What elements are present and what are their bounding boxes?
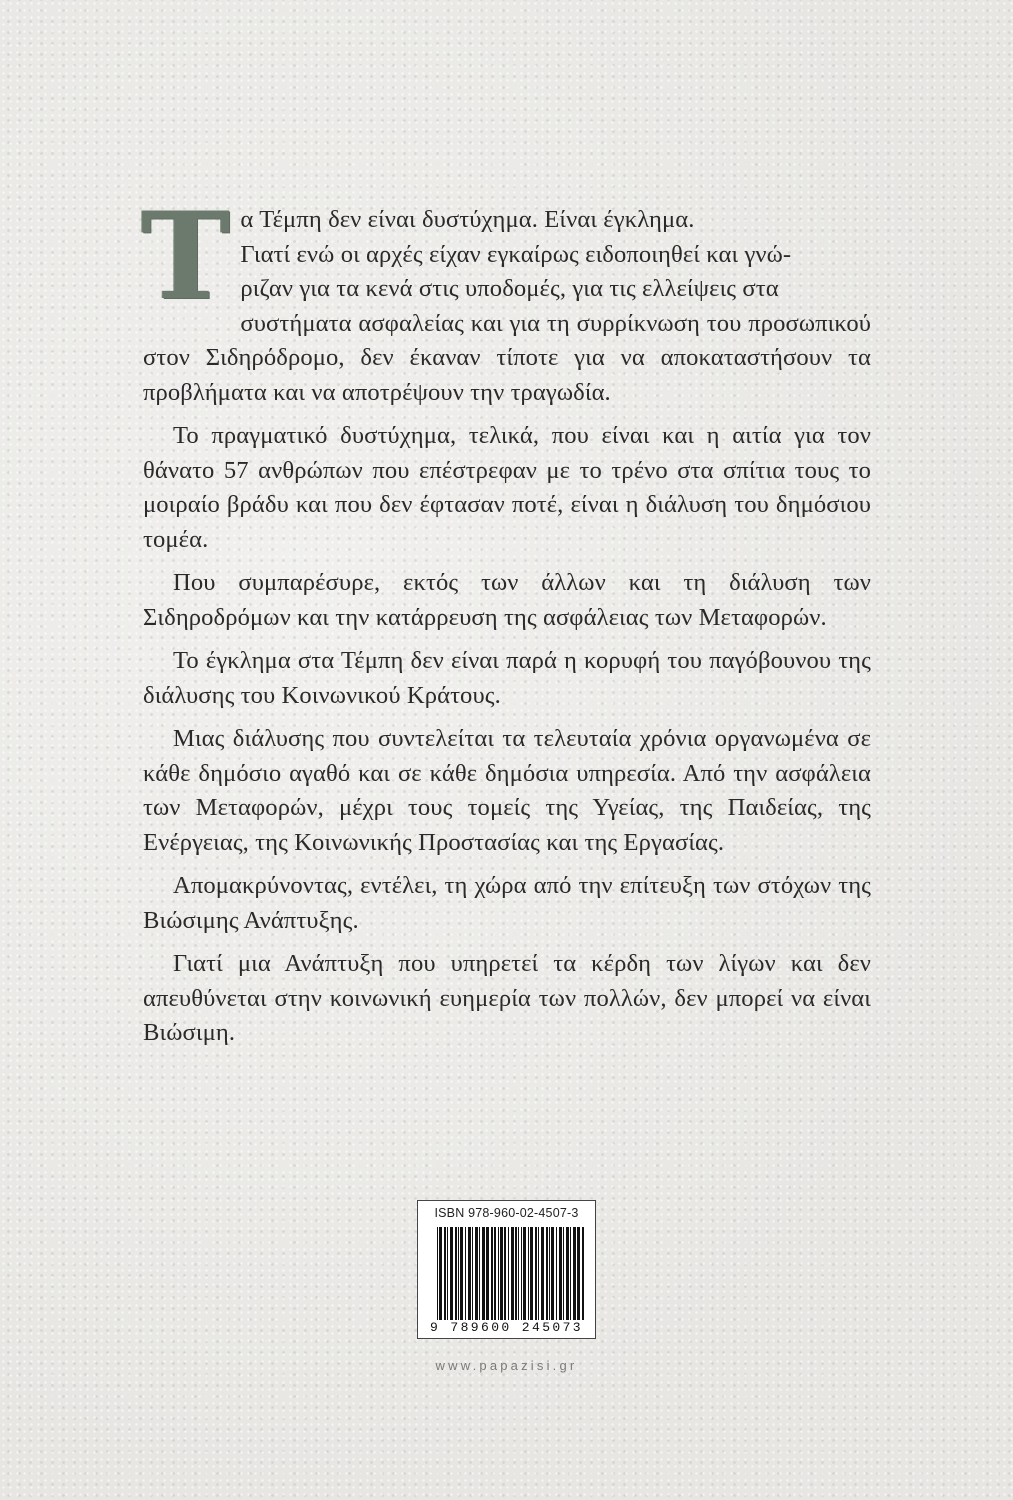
isbn-barcode-box <box>417 1200 596 1339</box>
paragraph-2: Το πραγματικό δυστύχημα, τελικά, που είναι και η αιτία για τον θάνατο 57 ανθρώπων που επέστρεφαν με το τρένο στα σπίτια τους το μοιραίο βράδυ και που δεν έφτασαν ποτέ, είναι η διάλυση του δημόσιου τομέα. <box>143 422 871 553</box>
dropcap-letter: Τ <box>141 186 231 327</box>
publisher-website: www.papazisi.gr <box>435 1358 578 1373</box>
paragraph-1-line-1: α Τέμπη δεν είναι δυστύχημα. Είναι έγκλημα. <box>240 206 695 233</box>
barcode-bar <box>444 1227 446 1323</box>
barcode-bar <box>465 1227 466 1323</box>
back-cover-text <box>141 186 871 1060</box>
paragraph-7: Γιατί μια Ανάπτυξη που υπηρετεί τα κέρδη των λίγων και δεν απευθύνεται στην κοινωνική ευημερία των πολλών, δεν μπορεί να είναι Βιώσιμη. <box>143 950 871 1046</box>
barcode-bar <box>577 1227 580 1323</box>
barcode-bar <box>559 1227 562 1323</box>
barcode-bar <box>508 1227 509 1323</box>
barcode-bar <box>450 1227 453 1323</box>
paragraph-5: Μιας διάλυσης που συντελείται τα τελευταία χρόνια οργανωμένα σε κάθε δημόσιο αγαθό και σε κάθε δημόσια υπηρεσία. Από την ασφάλεια των Μεταφορών, μέχρι τους τομείς της Υγείας, της Παιδείας, της Ενέργειας, της Κοινωνικής Προστασίας και της Εργασίας. <box>143 725 871 856</box>
barcode-bar <box>482 1227 485 1323</box>
barcode-bar <box>570 1227 571 1323</box>
barcode-bar <box>530 1227 533 1323</box>
paragraph-3: Που συμπαρέσυρε, εκτός των άλλων και τη διάλυση των Σιδηροδρόμων και την κατάρρευση της ασφάλειας των Μεταφορών. <box>143 569 871 631</box>
barcode-bar <box>486 1227 489 1323</box>
barcode-bar <box>494 1227 496 1323</box>
barcode-bar <box>518 1227 519 1323</box>
barcode-bar <box>511 1227 514 1323</box>
barcode-digits: 9 789600 245073 <box>422 1320 591 1335</box>
paragraph-6: Απομακρύνοντας, εντέλει, τη χώρα από την επίτευξη των στόχων της Βιώσιμης Ανάπτυξης. <box>143 872 871 934</box>
barcode-bar <box>523 1227 526 1323</box>
barcode-bar <box>535 1227 537 1323</box>
barcode-bar <box>472 1227 473 1323</box>
barcode-bar <box>515 1227 517 1323</box>
barcode-bar <box>541 1227 544 1323</box>
isbn-label: ISBN 978-960-02-4507-3 <box>434 1206 579 1220</box>
barcode-bar <box>468 1227 471 1323</box>
barcode-bar <box>549 1227 550 1323</box>
barcode-bar <box>556 1227 557 1323</box>
barcode-bar <box>546 1227 548 1323</box>
barcode-bar <box>573 1227 576 1323</box>
barcode-bar <box>528 1227 529 1323</box>
paragraph-1-rest: συστήματα ασφαλείας και για τη συρρίκνωση του προσωπικού στον Σιδηρόδρομο, δεν έκαναν τίποτε για να αποκαταστήσουν τα προβλήματα και να αποτρέψουν την τραγωδία. <box>143 309 871 406</box>
barcode-bar <box>475 1227 478 1323</box>
barcode-bar <box>491 1227 493 1323</box>
barcode-bar <box>563 1227 564 1323</box>
paragraph-1-line-3: ριζαν για τα κενά στις υποδομές, για τις ελλείψεις στα <box>240 275 779 302</box>
barcode-bar <box>455 1227 457 1323</box>
barcode-bar <box>566 1227 569 1323</box>
barcode-bar <box>521 1227 522 1323</box>
barcode <box>435 1227 585 1323</box>
barcode-bar <box>582 1227 584 1323</box>
barcode-bar <box>439 1227 442 1323</box>
barcode-bar <box>500 1227 503 1323</box>
barcode-bar <box>538 1227 539 1323</box>
paragraph-1 <box>141 186 871 410</box>
paragraph-1-line-2: Γιατί ενώ οι αρχές είχαν εγκαίρως ειδοποιηθεί και γνώ- <box>240 240 792 268</box>
barcode-bar <box>504 1227 506 1323</box>
barcode-bar <box>458 1227 459 1323</box>
barcode-bar <box>498 1227 499 1323</box>
barcode-bar <box>479 1227 480 1323</box>
paragraph-4: Το έγκλημα στα Τέμπη δεν είναι παρά η κορυφή του παγόβουνου της διάλυσης του Κοινωνικού Κράτους. <box>143 647 871 709</box>
barcode-bar <box>447 1227 448 1323</box>
barcode-bar <box>551 1227 554 1323</box>
barcode-bar <box>460 1227 463 1323</box>
barcode-bar <box>437 1227 438 1323</box>
